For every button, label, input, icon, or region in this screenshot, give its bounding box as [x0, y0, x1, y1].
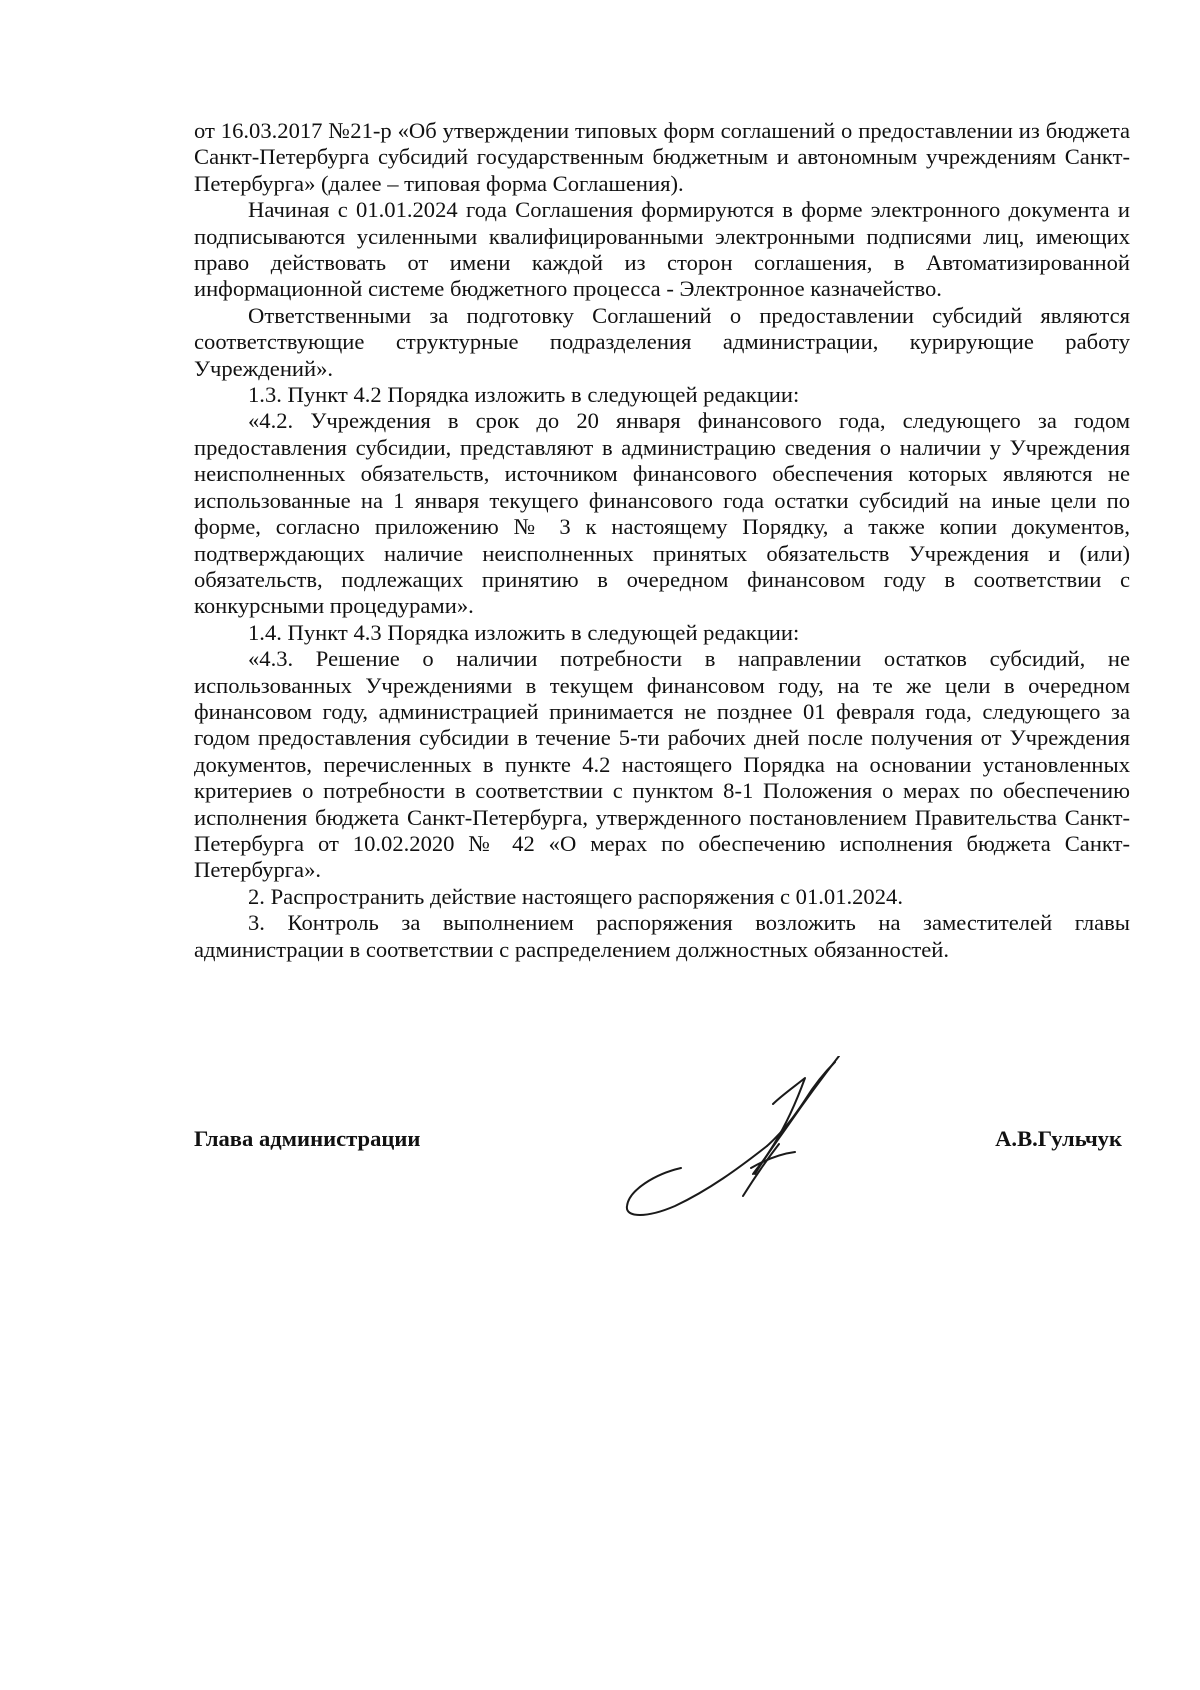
paragraph-9: 3. Контроль за выполнением распоряжения возложить на заместителей главы администрации в соответствии с распределением должностных обязанностей.	[194, 910, 1130, 962]
paragraph-6: 1.4. Пункт 4.3 Порядка изложить в следующей редакции:	[248, 619, 800, 645]
paragraph-2: Начиная с 01.01.2024 года Соглашения формируются в форме электронного документа и подписываются усиленными квалифицированными электронными подписями лиц, имеющих право действовать от имени каждой из сторон соглашения, в Автоматизированной информационной системе бюджетного процесса - Электронное казначейство.	[194, 197, 1130, 302]
paragraph-8: 2. Распространить действие настоящего распоряжения с 01.01.2024.	[248, 883, 903, 909]
paragraph-3: Ответственными за подготовку Соглашений о предоставлении субсидий являются соответствующие структурные подразделения администрации, курирующие работу Учреждений».	[194, 302, 1130, 381]
paragraph-7: «4.3. Решение о наличии потребности в направлении остатков субсидий, не использованных Учреждениями в текущем финансовом году, на те же цели в очередном финансовом году, администрацией принимается не позднее 01 февраля года, следующего за годом предоставления субсидии в течение 5-ти рабочих дней после получения от Учреждения документов, перечисленных в пункте 4.2 настоящего Порядка на основании установленных критериев о потребности в соответствии с пунктом 8-1 Положения о мерах по обеспечению исполнения бюджета Санкт-Петербурга, утвержденного постановлением Правительства Санкт-Петербурга от 10.02.2020 № 42 «О мерах по обеспечению исполнения бюджета Санкт-Петербурга».	[194, 646, 1130, 883]
document-body	[194, 118, 1130, 963]
signatory-name: А.В.Гульчук	[995, 1126, 1122, 1151]
signature-block	[194, 1118, 1130, 1238]
handwritten-signature	[619, 1056, 869, 1232]
signatory-title: Глава администрации	[194, 1126, 421, 1151]
paragraph-1: от 16.03.2017 №21-р «Об утверждении типовых форм соглашений о предоставлении из бюджета Санкт-Петербурга субсидий государственным бюджетным и автономным учреждениям Санкт-Петербурга» (далее – типовая форма Соглашения).	[194, 118, 1130, 196]
paragraph-4: 1.3. Пункт 4.2 Порядка изложить в следующей редакции:	[248, 382, 800, 408]
paragraph-5: «4.2. Учреждения в срок до 20 января финансового года, следующего за годом предоставления субсидии, представляют в администрацию сведения о наличии у Учреждения неисполненных обязательств, источником финансового обеспечения которых являются не использованные на 1 января текущего финансового года остатки субсидий на иные цели по форме, согласно приложению № 3 к настоящему Порядку, а также копии документов, подтверждающих наличие неисполненных принятых обязательств Учреждения и (или) обязательств, подлежащих принятию в очередном финансовом году в соответствии с конкурсными процедурами».	[194, 408, 1130, 619]
